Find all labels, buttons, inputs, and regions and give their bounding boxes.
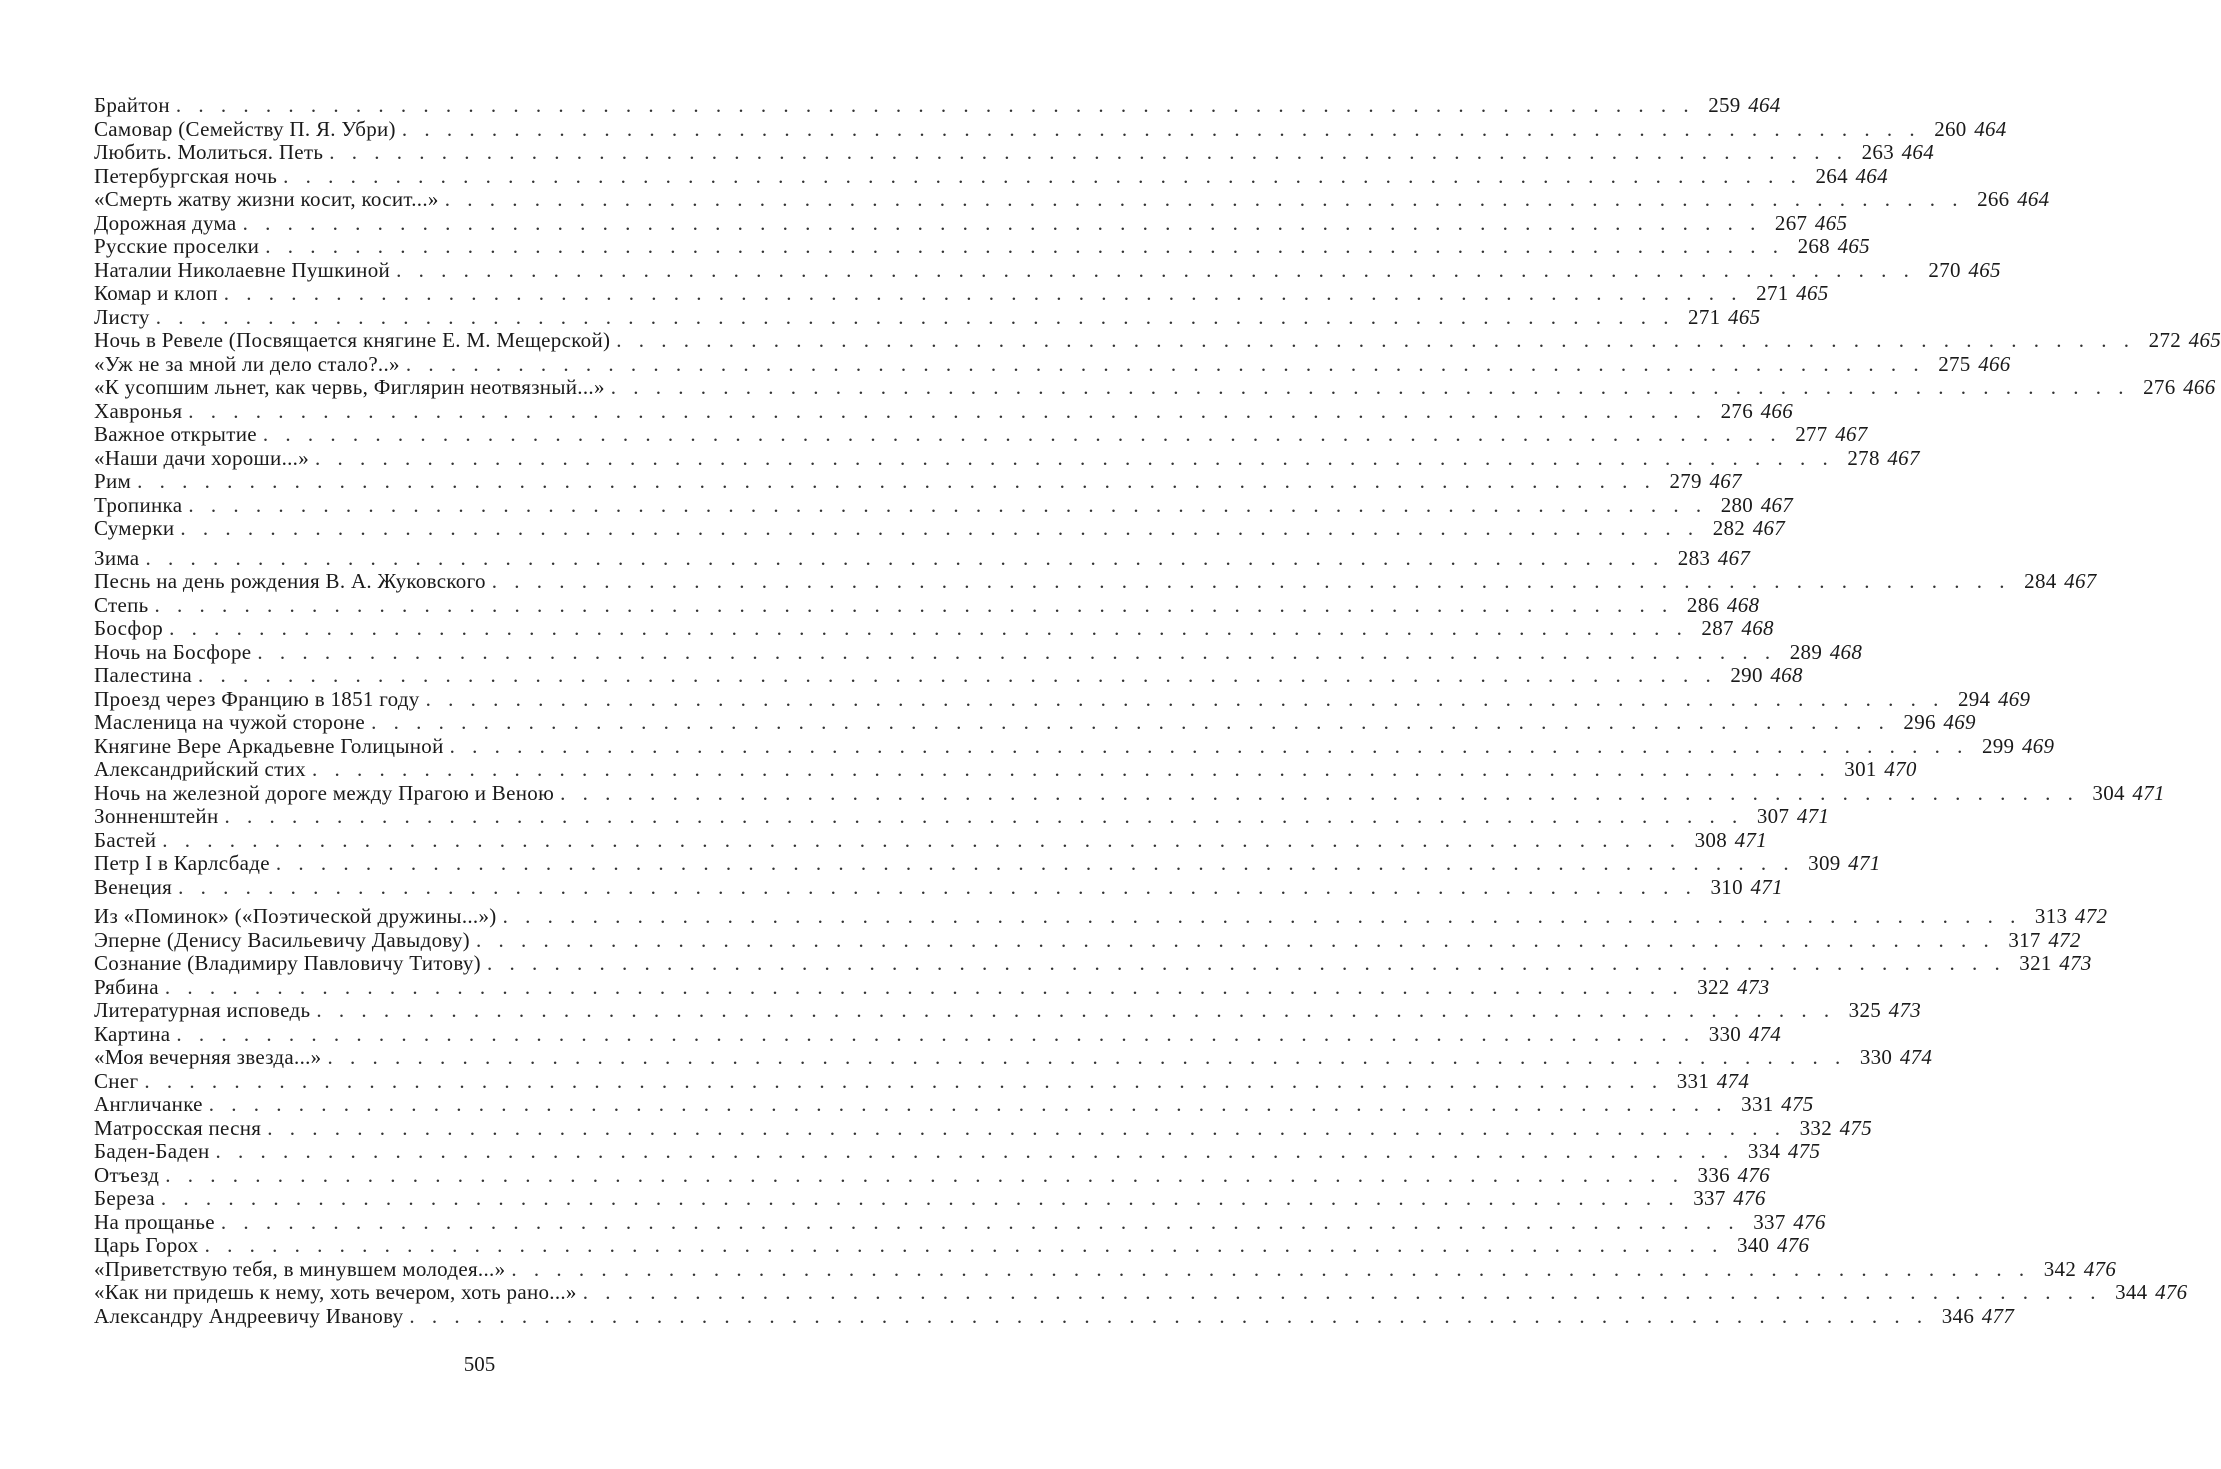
toc-entry-page: 272 [2148,328,2182,352]
toc-entry-note-page: 466 [1760,398,1794,423]
dot-leader [267,1117,1786,1141]
toc-entry-note-page: 465 [1837,234,1870,258]
toc-entry [94,545,1751,571]
dot-leader [265,235,1784,259]
toc-entry-note-page: 467 [1887,445,1920,470]
toc-entry [94,616,1774,641]
dot-leader [426,688,1945,712]
dot-leader [329,141,1848,165]
toc-entry-title: Проезд через Францию в 1851 году [94,686,420,711]
dot-leader [406,353,1925,377]
toc-entry-note-page: 467 [1752,516,1786,540]
toc-entry-note-page: 470 [1884,757,1917,781]
toc-entry [94,710,1976,735]
toc-entry [94,116,2007,142]
toc-entry-note-page: 473 [1888,998,1922,1022]
toc-entry-title: Песнь на день рождения В. А. Жуковского [94,569,486,593]
toc-entry-title: Степь [94,592,149,617]
toc-entry-page: 340 [1736,1233,1770,1257]
toc-entry [94,998,1922,1023]
dot-leader [209,1093,1728,1117]
dot-leader [176,94,1695,118]
toc-entry-note-page: 464 [2017,187,2050,211]
toc-entry-note-page: 464 [1748,93,1781,117]
toc-entry-note-page: 474 [1748,1021,1782,1046]
toc-entry-note-page: 472 [2074,904,2108,928]
toc-entry-page: 287 [1701,616,1734,640]
toc-entry-note-page: 471 [2132,780,2165,805]
toc-entry-page: 331 [1741,1092,1774,1116]
toc-entry-title: Комар и клоп [94,281,218,305]
dot-leader [611,376,2130,400]
toc-entry-page: 276 [1720,398,1754,423]
dot-leader [243,212,1762,236]
toc-entry [94,234,1870,259]
toc-entry-title: Венеция [94,874,173,899]
toc-entry-note-page: 465 [1796,281,1829,305]
dot-leader [145,547,1664,571]
toc-entry-title: Отъезд [94,1162,160,1187]
toc-entry-title: Зонненштейн [94,804,219,828]
toc-entry-page: 337 [1753,1209,1786,1234]
toc-entry [94,375,2216,400]
toc-entry-title: «Приветствую тебя, в минувшем молодея...» [94,1256,506,1281]
toc-entry [94,1092,1814,1117]
toc-entry-title: Зима [94,545,140,570]
toc-entry [94,757,1917,782]
toc-entry-page: 284 [2024,569,2057,593]
toc-entry-page: 334 [1747,1139,1781,1163]
toc-entry [94,927,2081,953]
toc-entry-page: 271 [1688,304,1721,329]
toc-entry [94,780,2165,806]
toc-entry-title: Важное открытие [94,422,257,446]
toc-entry [94,1068,1750,1094]
toc-entry-title: Самовар (Семейству П. Я. Убри) [94,116,396,141]
toc-entry-note-page: 469 [2021,733,2055,758]
toc-entry-page: 330 [1859,1045,1893,1069]
dot-leader [221,1211,1740,1235]
toc-entry-page: 337 [1693,1186,1726,1210]
toc-entry [94,827,1767,853]
toc-entry-note-page: 468 [1726,592,1760,617]
toc-entry-note-page: 471 [1796,804,1830,828]
toc-entry-note-page: 466 [2183,375,2216,399]
toc-entry-title: Рим [94,469,132,493]
toc-entry-title: Береза [94,1186,155,1210]
dot-leader [165,1164,1684,1188]
toc-entry-page: 309 [1808,851,1841,875]
toc-entry-note-page: 467 [1760,492,1794,517]
toc-entry-page: 276 [2143,375,2176,399]
dot-leader [487,952,2006,976]
toc-entry-note-page: 465 [1968,257,2001,282]
toc-entry-title: Из «Поминок» («Поэтической дружины...») [94,904,497,928]
toc-entry [94,851,1881,876]
dot-leader [162,829,1681,853]
toc-entry-title: Снег [94,1068,139,1093]
toc-entry-page: 332 [1799,1115,1833,1140]
toc-entry [94,351,2011,377]
dot-leader [371,711,1890,735]
toc-entry [94,163,1888,189]
toc-entry-title: Царь Горох [94,1233,199,1257]
toc-entry-note-page: 464 [1974,116,2007,141]
dot-leader [283,165,1802,189]
toc-entry-page: 278 [1847,445,1880,470]
toc-entry [94,1280,2188,1305]
toc-entry-page: 342 [2043,1256,2077,1281]
toc-entry-title: «К усопшим льнет, как червь, Фиглярин неотвязный...» [94,375,605,399]
toc-entry-title: «Моя вечерняя звезда...» [94,1045,322,1069]
toc-entry [94,686,2031,712]
toc-entry-title: Бастей [94,827,157,852]
toc-entry-note-page: 464 [1855,163,1888,188]
toc-entry-note-page: 468 [1770,663,1803,687]
toc-entry [94,804,1830,829]
table-of-contents [94,93,2221,1328]
toc-entry-title: Ночь на Босфоре [94,639,252,664]
toc-entry-note-page: 471 [1848,851,1881,875]
toc-entry-title: Эперне (Денису Васильевичу Давыдову) [94,927,470,952]
toc-entry-page: 289 [1789,639,1823,664]
toc-entry [94,492,1794,518]
toc-entry-title: Наталии Николаевне Пушкиной [94,257,391,282]
page-number: 505 [463,1352,496,1376]
toc-entry-title: Александрийский стих [94,757,306,781]
dot-leader [178,876,1697,900]
toc-entry-note-page: 472 [2048,927,2081,952]
toc-entry [94,1186,1766,1211]
toc-entry [94,187,2050,212]
toc-entry-title: Листу [94,304,150,329]
toc-entry-page: 283 [1677,545,1711,570]
toc-entry-page: 271 [1756,281,1789,305]
toc-entry-page: 307 [1756,804,1790,828]
toc-entry-note-page: 476 [2155,1280,2188,1304]
dot-leader [188,400,1707,424]
dot-leader [156,306,1675,330]
toc-entry-title: Любить. Молиться. Петь [94,140,324,164]
toc-entry-note-page: 471 [1750,874,1783,899]
toc-entry-title: Матросская песня [94,1115,262,1140]
dot-leader [155,594,1674,618]
toc-entry-note-page: 476 [1793,1209,1826,1234]
toc-entry [94,93,1781,118]
dot-leader [312,758,1831,782]
toc-entry-note-page: 476 [2083,1256,2117,1281]
toc-entry-note-page: 475 [1839,1115,1873,1140]
toc-entry-note-page: 465 [1728,304,1761,329]
toc-entry [94,398,1794,424]
dot-leader [198,664,1717,688]
dot-leader [315,447,1834,471]
toc-entry-page: 322 [1697,974,1730,999]
toc-entry-page: 304 [2092,780,2125,805]
toc-entry-note-page: 473 [2059,951,2092,975]
dot-leader [224,282,1743,306]
toc-entry [94,1021,1782,1047]
toc-entry-page: 325 [1848,998,1882,1022]
toc-entry-note-page: 473 [1737,974,1770,999]
toc-entry-page: 308 [1694,827,1727,852]
toc-entry-title: Картина [94,1021,171,1046]
toc-entry [94,1045,1933,1070]
toc-entry [94,1233,1810,1258]
dot-leader [316,999,1835,1023]
toc-entry-title: Княгине Вере Аркадьевне Голицыной [94,733,444,758]
toc-entry [94,281,1829,306]
dot-leader [503,905,2022,929]
dot-leader [161,1187,1680,1211]
toc-entry-page: 286 [1686,592,1720,617]
toc-entry [94,1115,1873,1141]
toc-entry-page: 270 [1928,257,1961,282]
toc-entry [94,210,1848,236]
toc-entry [94,469,1742,494]
toc-entry-note-page: 467 [1717,545,1751,570]
toc-entry [94,1139,1821,1164]
toc-entry [94,951,2092,976]
dot-leader [276,852,1795,876]
toc-entry-title: «Как ни придешь к нему, хоть вечером, хоть рано...» [94,1280,577,1304]
toc-entry-page: 294 [1957,686,1991,711]
dot-leader [263,423,1782,447]
toc-entry-title: Петр I в Карлсбаде [94,851,270,875]
toc-entry [94,1303,2015,1329]
toc-entry-page: 282 [1712,516,1746,540]
toc-entry-page: 346 [1941,1303,1975,1328]
toc-entry-note-page: 471 [1734,827,1767,852]
toc-entry [94,257,2001,283]
toc-entry-note-page: 477 [1981,1303,2015,1328]
dot-leader [180,517,1699,541]
toc-entry-page: 331 [1676,1068,1710,1093]
toc-entry-note-page: 476 [1737,1162,1770,1187]
toc-entry [94,569,2097,594]
toc-entry-title: Брайтон [94,93,170,117]
toc-entry-title: «Наши дачи хороши...» [94,445,310,470]
toc-entry-note-page: 469 [1997,686,2031,711]
dot-leader [144,1070,1663,1094]
toc-entry-page: 301 [1844,757,1877,781]
toc-entry-page: 296 [1903,710,1936,734]
toc-entry [94,592,1760,618]
toc-entry-title: Хавронья [94,398,183,423]
toc-entry-page: 260 [1934,116,1967,141]
toc-entry-page: 299 [1981,733,2015,758]
toc-entry [94,328,2221,353]
dot-leader [225,805,1744,829]
dot-leader [492,570,2011,594]
toc-entry-page: 263 [1861,140,1895,164]
toc-entry-page: 280 [1720,492,1754,517]
toc-entry-note-page: 475 [1781,1092,1814,1116]
toc-entry-title: Петербургская ночь [94,163,278,188]
toc-entry [94,874,1783,900]
toc-entry [94,140,1935,165]
toc-entry-title: Сумерки [94,516,175,540]
dot-leader [560,782,2079,806]
toc-entry-page: 336 [1697,1162,1730,1187]
dot-leader [216,1140,1735,1164]
toc-entry-page: 268 [1797,234,1830,258]
toc-entry-page: 266 [1977,187,2010,211]
dot-leader [169,617,1688,641]
toc-entry [94,445,1920,471]
toc-entry-title: Сознание (Владимиру Павловичу Титову) [94,951,481,975]
dot-leader [176,1023,1695,1047]
dot-leader [165,976,1684,1000]
toc-entry-note-page: 475 [1787,1139,1821,1163]
dot-leader [402,118,1921,142]
dot-leader [450,735,1969,759]
toc-entry-title: Дорожная дума [94,210,237,235]
toc-entry-title: Литературная исповедь [94,998,311,1022]
toc-entry [94,422,1868,447]
toc-entry [94,733,2055,759]
dot-leader [476,929,1995,953]
toc-entry-note-page: 466 [1978,351,2011,376]
toc-entry [94,1162,1770,1188]
toc-entry [94,639,1863,665]
toc-entry-note-page: 476 [1733,1186,1766,1210]
toc-entry [94,1209,1826,1235]
toc-entry [94,663,1803,688]
dot-leader [511,1258,2030,1282]
toc-entry-title: Тропинка [94,492,183,517]
dot-leader [205,1234,1724,1258]
toc-entry [94,904,2108,929]
toc-entry-page: 275 [1938,351,1971,376]
toc-entry [94,1256,2117,1282]
toc-entry-title: Александру Андреевичу Иванову [94,1303,404,1328]
toc-entry-page: 267 [1774,210,1808,235]
toc-entry-page: 264 [1815,163,1848,188]
toc-entry-page: 317 [2008,927,2041,952]
toc-entry-page: 330 [1708,1021,1742,1046]
toc-entry [94,516,1786,541]
dot-leader [616,329,2135,353]
toc-entry-title: Ночь в Ревеле (Посвящается княгине Е. М. Мещерской) [94,328,611,352]
toc-entry-note-page: 476 [1776,1233,1810,1257]
dot-leader [137,470,1656,494]
dot-leader [257,641,1776,665]
toc-entry-page: 259 [1708,93,1741,117]
toc-entry-title: Рябина [94,974,159,999]
dot-leader [583,1281,2102,1305]
toc-entry-page: 290 [1730,663,1763,687]
toc-entry-page: 277 [1795,422,1828,446]
toc-entry-note-page: 468 [1741,616,1774,640]
dot-leader [409,1305,1928,1329]
toc-entry-title: Босфор [94,616,164,640]
toc-entry-note-page: 474 [1899,1045,1933,1069]
toc-entry-note-page: 467 [1709,469,1742,493]
toc-entry-title: Палестина [94,663,192,687]
toc-entry-title: Русские проселки [94,234,260,258]
toc-entry-title: На прощанье [94,1209,215,1234]
toc-entry-note-page: 474 [1716,1068,1750,1093]
toc-entry-note-page: 469 [1943,710,1976,734]
dot-leader [188,494,1707,518]
toc-entry-page: 344 [2115,1280,2148,1304]
toc-entry-title: Англичанке [94,1092,203,1116]
toc-entry-note-page: 465 [2188,328,2221,352]
dot-leader [445,188,1964,212]
toc-entry-title: Баден-Баден [94,1139,210,1163]
dot-leader [327,1046,1846,1070]
toc-entry-note-page: 468 [1829,639,1863,664]
toc-entry-page: 313 [2034,904,2068,928]
toc-entry-page: 321 [2019,951,2052,975]
toc-entry [94,304,1761,330]
toc-entry-title: Масленица на чужой стороне [94,710,366,734]
toc-entry-title: «Уж не за мной ли дело стало?..» [94,351,400,376]
toc-entry-title: Ночь на железной дороге между Прагою и Веною [94,780,555,805]
toc-entry-note-page: 467 [1835,422,1868,446]
toc-entry-title: «Смерть жатву жизни косит, косит...» [94,187,439,211]
toc-entry-note-page: 465 [1814,210,1848,235]
dot-leader [396,259,1915,283]
toc-entry-page: 310 [1710,874,1743,899]
toc-entry-page: 279 [1669,469,1702,493]
toc-entry-note-page: 467 [2064,569,2097,593]
toc-entry [94,974,1770,1000]
toc-entry-note-page: 464 [1901,140,1935,164]
